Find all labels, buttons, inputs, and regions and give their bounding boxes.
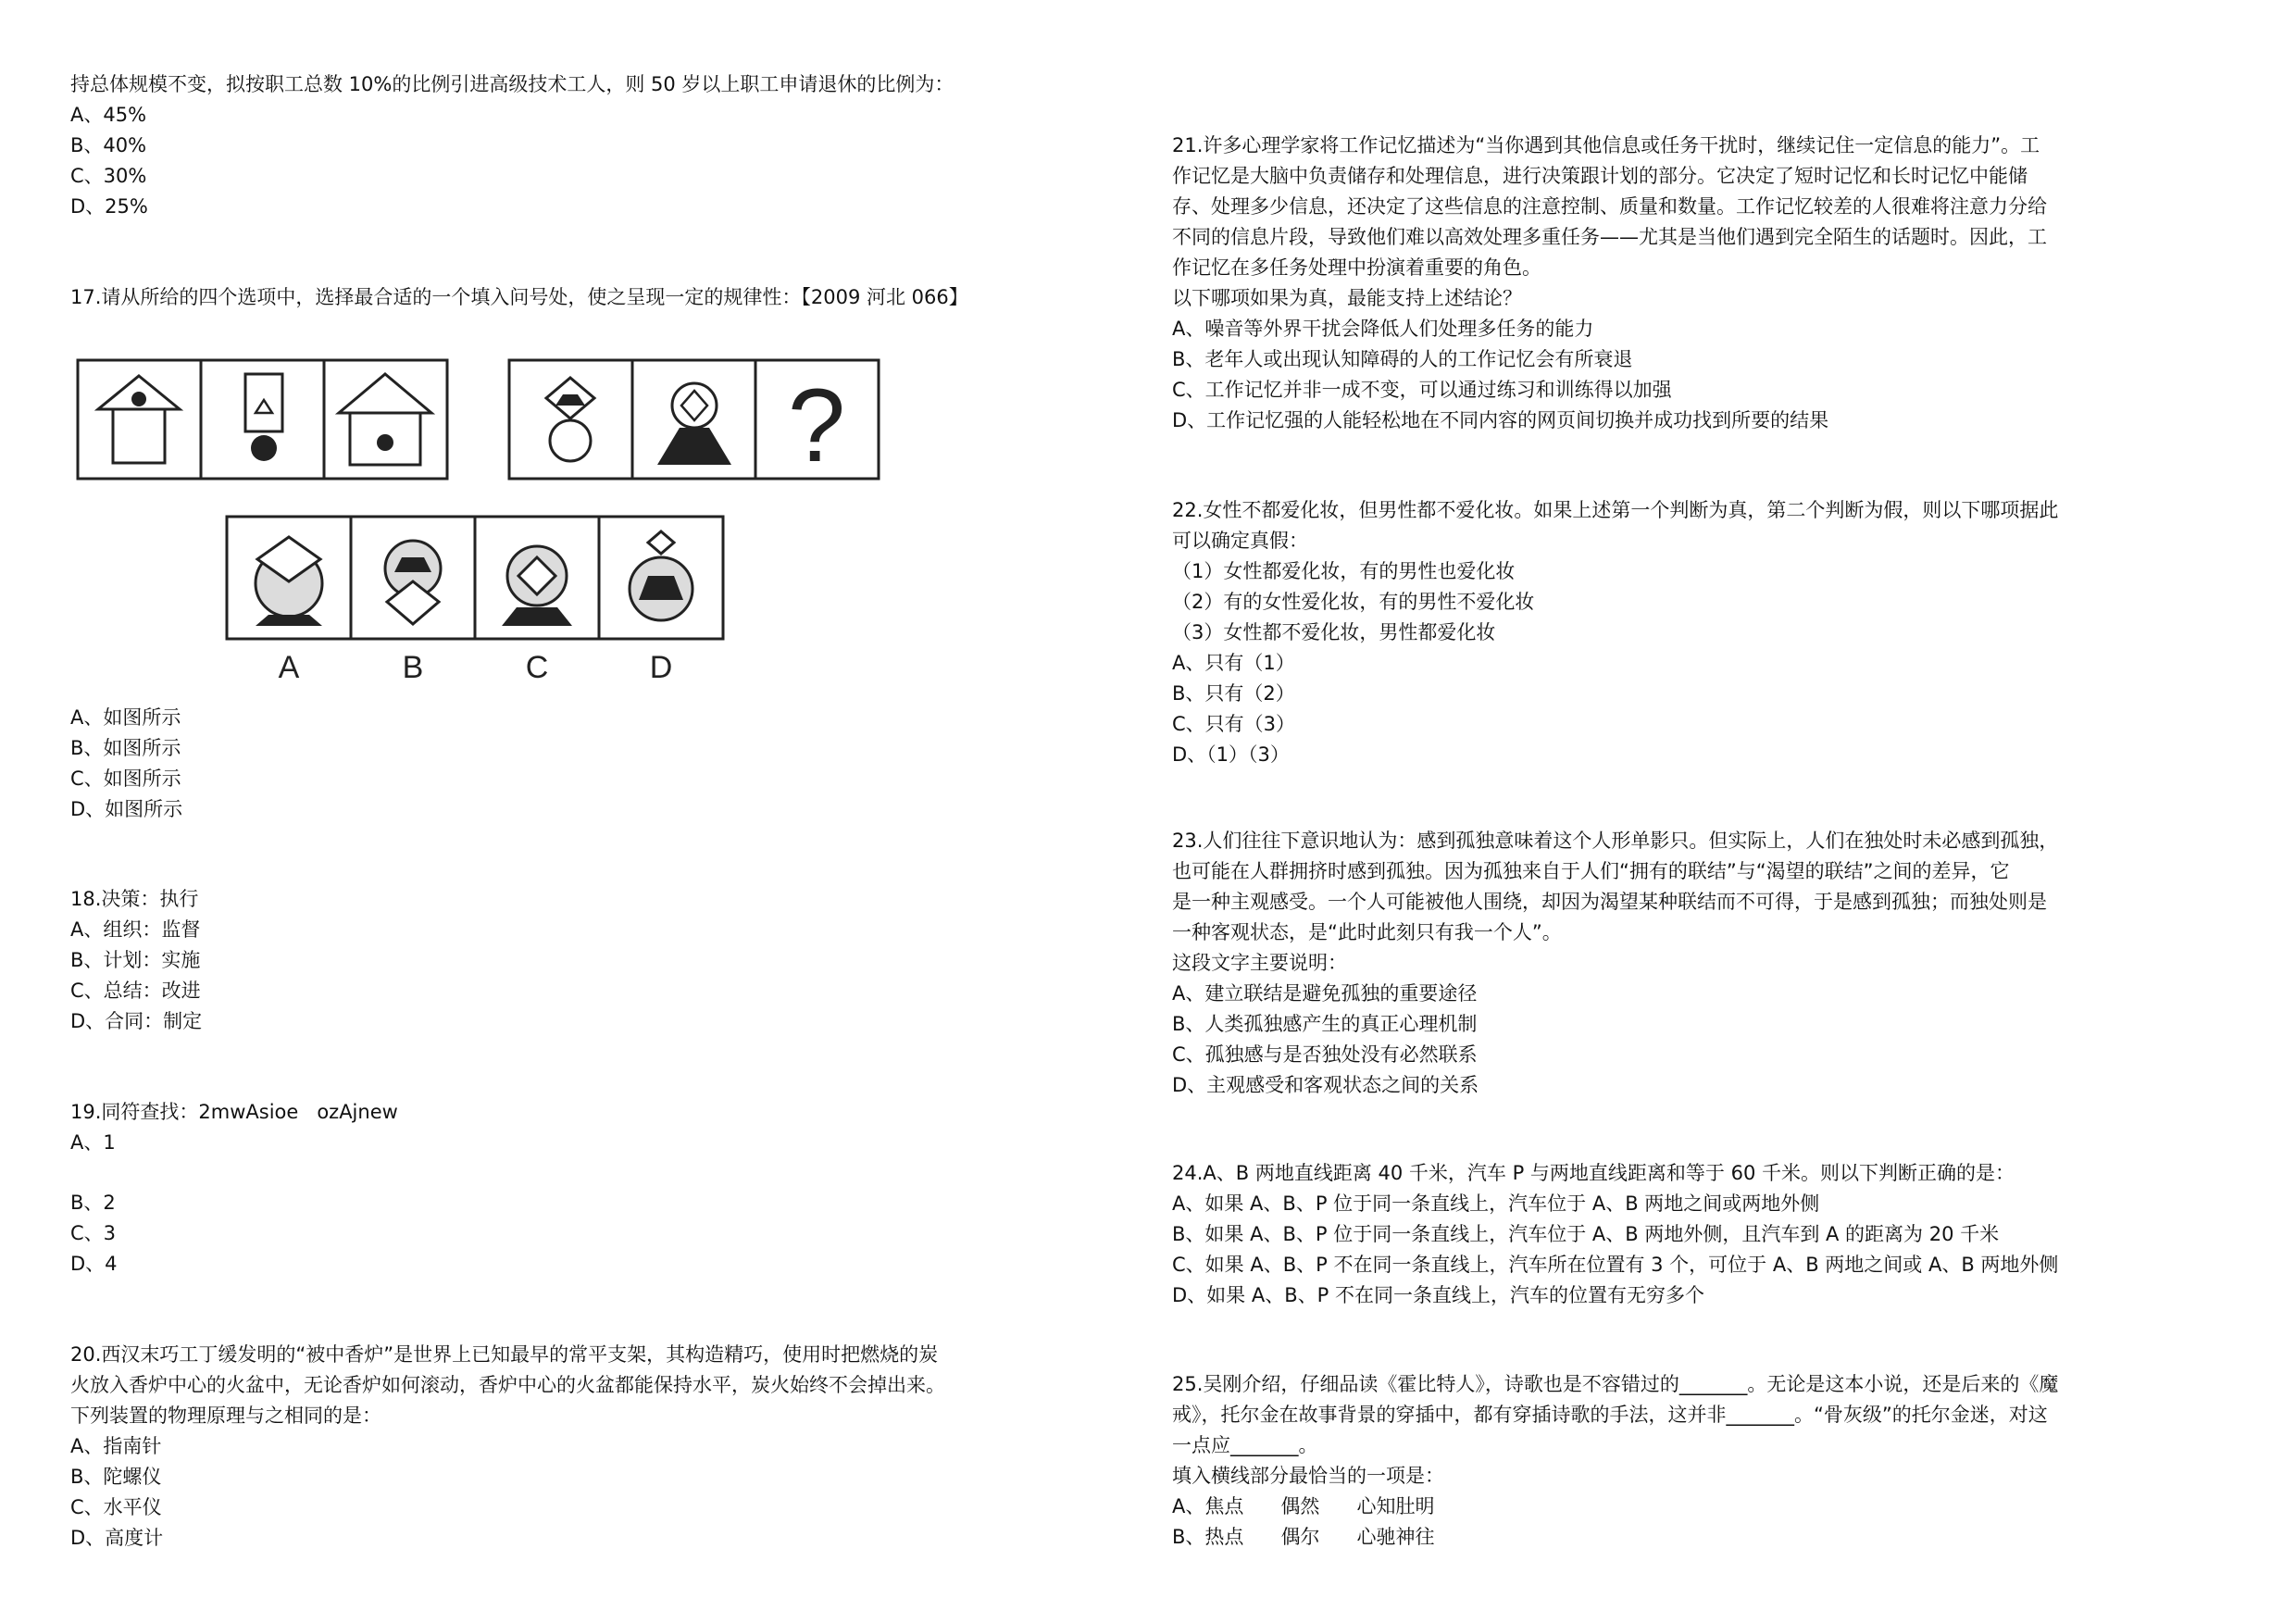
q21-stem-line-4: 不同的信息片段，导致他们难以高效处理多重任务——尤其是当他们遇到完全陌生的话题时。因此，工 (1172, 226, 2047, 248)
q17-option-b: B、如图所示 (70, 737, 181, 759)
q18-option-b: B、计划：实施 (70, 949, 201, 971)
q24-option-a: A、如果 A、B、P 位于同一条直线上，汽车位于 A、B 两地之间或两地外侧 (1172, 1192, 1820, 1215)
q18-option-c: C、总结：改进 (70, 980, 201, 1002)
q22-stem-line-1: 22.女性不都爱化妆，但男性都不爱化妆。如果上述第一个判断为真，第二个判断为假，则以下哪项据此 (1172, 499, 2059, 521)
q24-option-c: C、如果 A、B、P 不在同一条直线上，汽车所在位置有 3 个，可位于 A、B 两地之间或 A、B 两地外侧 (1172, 1254, 2059, 1276)
q23-option-d: D、主观感受和客观状态之间的关系 (1172, 1074, 1479, 1096)
q21-stem-line-2: 作记忆是大脑中负责储存和处理信息，进行决策跟计划的部分。它决定了短时记忆和长时记忆中能储 (1172, 165, 2028, 187)
q23-option-b: B、人类孤独感产生的真正心理机制 (1172, 1013, 1478, 1035)
q20-stem-line-2: 火放入香炉中心的火盆中，无论香炉如何滚动，香炉中心的火盆都能保持水平，炭火始终不会掉出来。 (70, 1374, 945, 1396)
q17-option-a: A、如图所示 (70, 706, 181, 729)
q18-option-d: D、合同：制定 (70, 1010, 203, 1032)
q17-letter-a: A (278, 650, 300, 685)
q23-stem-line-4: 一种客观状态，是“此时此刻只有我一个人”。 (1172, 921, 1562, 943)
q23-stem-line-1: 23.人们往往下意识地认为：感到孤独意味着这个人形单影只。但实际上，人们在独处时未必感到孤独， (1172, 830, 2059, 852)
q24-stem: 24.A、B 两地直线距离 40 千米，汽车 P 与两地直线距离和等于 60 千米。则以下判断正确的是： (1172, 1162, 2015, 1184)
q23-option-a: A、建立联结是避免孤独的重要途径 (1172, 982, 1478, 1005)
q24-option-b: B、如果 A、B、P 位于同一条直线上，汽车位于 A、B 两地外侧，且汽车到 A 的距离为 20 千米 (1172, 1223, 2000, 1245)
q17-option-d: D、如图所示 (70, 798, 183, 820)
q22-option-c: C、只有（3） (1172, 713, 1296, 735)
q25-stem-line-1: 25.吴刚介绍，仔细品读《霍比特人》，诗歌也是不容错过的_______。无论是这本小说，还是后来的《魔 (1172, 1373, 2059, 1395)
q16-option-d: D、25% (70, 195, 148, 218)
q19-option-d: D、4 (70, 1253, 118, 1275)
q20-stem-line-3: 下列装置的物理原理与之相同的是： (70, 1405, 381, 1427)
q23-stem-line-3: 是一种主观感受。一个人可能被他人围绕，却因为渴望某种联结而不可得，于是感到孤独；而独处则是 (1172, 891, 2047, 913)
q22-option-b: B、只有（2） (1172, 682, 1295, 705)
q16-stem-line: 持总体规模不变，拟按职工总数 10%的比例引进高级技术工人，则 50 岁以上职工申请退休的比例为： (70, 73, 955, 95)
q19-option-b: B、2 (70, 1192, 116, 1214)
q20-option-a: A、指南针 (70, 1435, 162, 1457)
q17-letter-d: D (649, 650, 673, 685)
q17-figure-box-3 (324, 360, 447, 479)
q25-stem-line-4: 填入横线部分最恰当的一项是： (1172, 1465, 1444, 1487)
q21-stem-line-5: 作记忆在多任务处理中扮演着重要的角色。 (1172, 256, 1541, 279)
q21-option-a: A、噪音等外界干扰会降低人们处理多任务的能力 (1172, 318, 1594, 340)
q17-stem: 17.请从所给的四个选项中，选择最合适的一个填入问号处，使之呈现一定的规律性：【2009 河北 066】 (70, 286, 968, 308)
q22-option-d: D、（1）（3） (1172, 743, 1290, 766)
q21-option-b: B、老年人或出现认知障碍的人的工作记忆会有所衰退 (1172, 348, 1633, 370)
q25-option-a: A、焦点 偶然 心知肚明 (1172, 1495, 1435, 1517)
q20-option-d: D、高度计 (70, 1527, 164, 1549)
q17-option-c: C、如图所示 (70, 768, 181, 790)
q16-option-c: C、30% (70, 165, 147, 187)
q19-option-c: C、3 (70, 1222, 117, 1244)
q21-stem-line-3: 存、处理多少信息，还决定了这些信息的注意控制、质量和数量。工作记忆较差的人很难将注意力分给 (1172, 195, 2047, 218)
q23-stem-line-2: 也可能在人群拥挤时感到孤独。因为孤独来自于人们“拥有的联结”与“渴望的联结”之间的差异，它 (1172, 860, 2010, 882)
q22-statement-3: （3）女性都不爱化妆，男性都爱化妆 (1172, 621, 1496, 643)
q17-question-mark: ? (787, 368, 846, 483)
q19-stem: 19.同符查找：2mwAsioe ozAjnew (70, 1101, 398, 1123)
q21-option-c: C、工作记忆并非一成不变，可以通过练习和训练得以加强 (1172, 379, 1672, 401)
q24-option-d: D、如果 A、B、P 不在同一条直线上，汽车的位置有无穷多个 (1172, 1284, 1704, 1306)
q22-stem-line-2: 可以确定真假： (1172, 530, 1308, 552)
q22-statement-2: （2）有的女性爱化妆，有的男性不爱化妆 (1172, 591, 1535, 613)
q23-option-c: C、孤独感与是否独处没有必然联系 (1172, 1043, 1478, 1066)
q18-stem: 18.决策：执行 (70, 888, 199, 910)
q22-statement-1: （1）女性都爱化妆，有的男性也爱化妆 (1172, 560, 1516, 582)
q17-letter-c: C (525, 650, 549, 685)
q21-stem-line-6: 以下哪项如果为真，最能支持上述结论？ (1172, 287, 1522, 309)
q21-option-d: D、工作记忆强的人能轻松地在不同内容的网页间切换并成功找到所要的结果 (1172, 409, 1829, 431)
q19-option-a: A、1 (70, 1131, 116, 1154)
q21-stem-line-1: 21.许多心理学家将工作记忆描述为“当你遇到其他信息或任务干扰时，继续记住一定信息的能力”。工 (1172, 134, 2040, 156)
q25-stem-line-2: 戒》，托尔金在故事背景的穿插中，都有穿插诗歌的手法，这并非_______。“骨灰级”的托尔金迷，对这 (1172, 1404, 2048, 1426)
q25-stem-line-3: 一点应_______。 (1172, 1434, 1318, 1456)
q17-question-figure (76, 357, 891, 483)
q20-option-c: C、水平仪 (70, 1496, 162, 1518)
q25-option-b: B、热点 偶尔 心驰神往 (1172, 1526, 1435, 1548)
q17-options-figure (222, 515, 741, 691)
q20-stem-line-1: 20.西汉末巧工丁缓发明的“被中香炉”是世界上已知最早的常平支架，其构造精巧，使用时把燃烧的炭 (70, 1343, 939, 1366)
q16-option-a: A、45% (70, 104, 147, 126)
q18-option-a: A、组织：监督 (70, 918, 201, 941)
q23-stem-line-5: 这段文字主要说明： (1172, 952, 1347, 974)
q17-letter-b: B (402, 650, 424, 685)
q16-option-b: B、40% (70, 134, 147, 156)
q20-option-b: B、陀螺仪 (70, 1466, 162, 1488)
q22-option-a: A、只有（1） (1172, 652, 1295, 674)
